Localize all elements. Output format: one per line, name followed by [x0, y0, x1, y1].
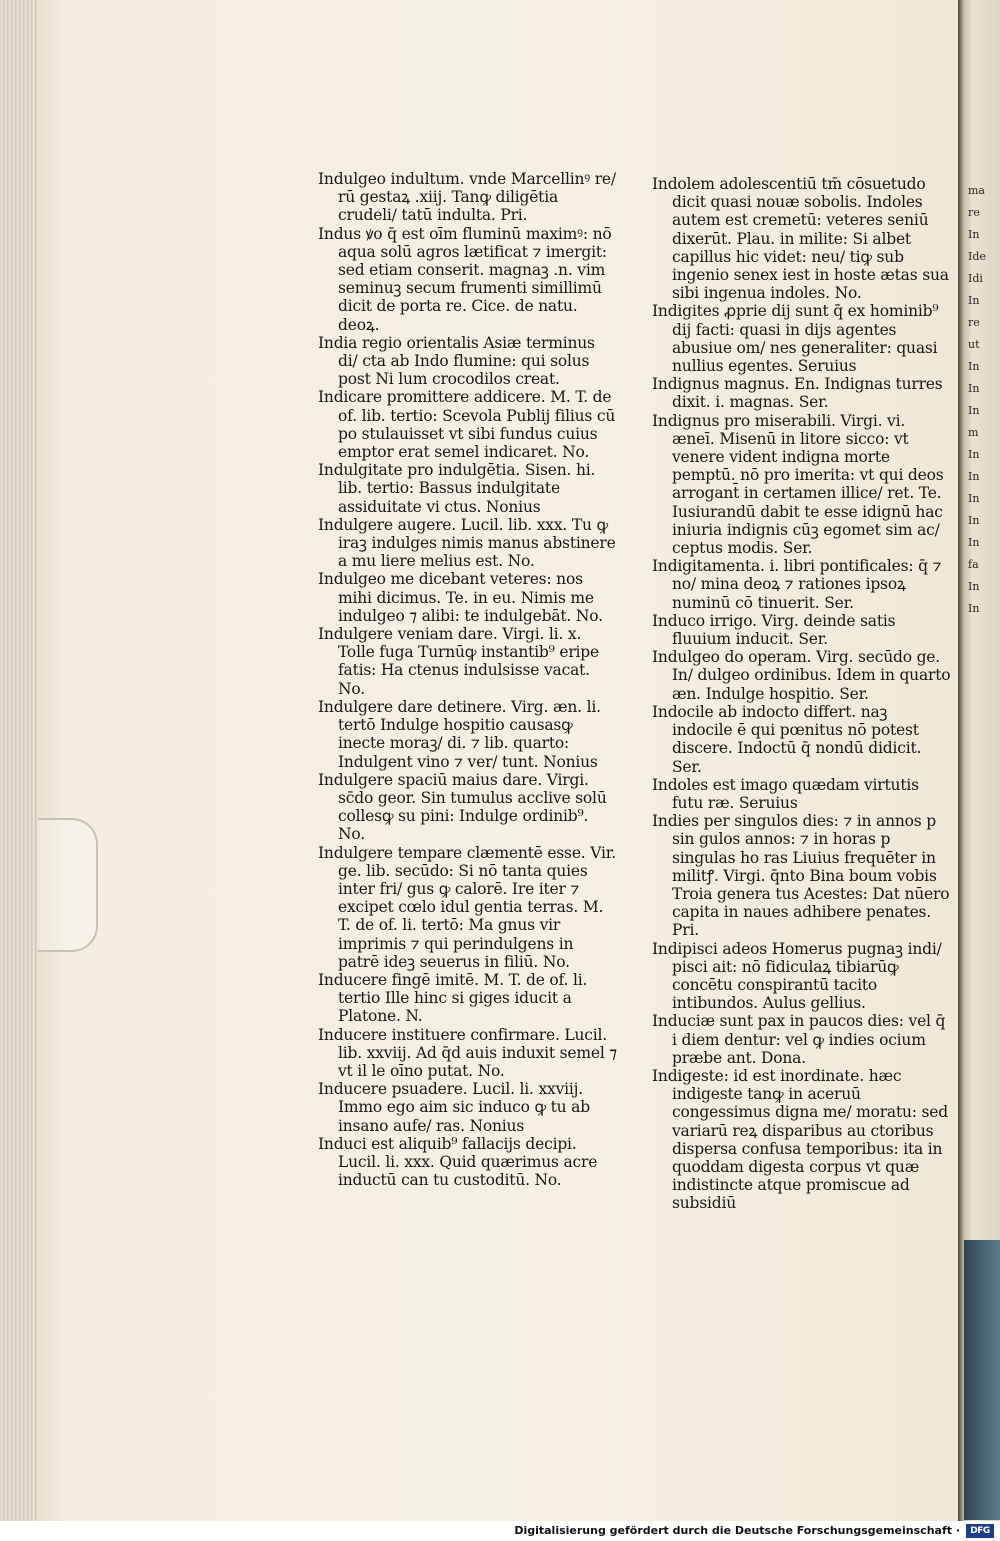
dictionary-entry: Indies per singulos dies: ⁊ in annos p sin gulos annos: ⁊ in horas p singulas ho ras Liuius frequēter in militꝭ. Virgi. q̄nto Bina boum vobis Troia genera tus Acestes: Dat nūero capita in naues adhibere penates. Pri.	[652, 812, 950, 940]
left-text-column	[318, 170, 618, 1189]
dictionary-entry: Indulgere dare detinere. Virg. æn. li. tertō Indulge hospitio causasꝙ inecte moraꝫ/ di. ⁊ lib. quarto: Indulgent vino ⁊ ver/ tunt. Nonius	[318, 697, 601, 771]
spine-strip	[964, 1240, 1000, 1520]
dictionary-entry: Indulgere spaciū maius dare. Virgi. sc̄do geor. Sin tumulus acclive solū collesꝙ su pini: Indulge ordinib⁹. No.	[318, 770, 607, 844]
dictionary-entry: Indignus pro miserabili. Virgi. vi. æneī. Misenū in litore sicco: vt venere vident indigna morte pemptū. nō pro imerita: vt qui deos arrogant̄ in certamen illice/ ret. Te. Iusiurandū dabit te esse idignū hac iniuria indignis cūꝫ egomet sim ac/ ceptus modis. Ser.	[652, 411, 944, 558]
dfg-logo: DFG	[966, 1524, 994, 1538]
dictionary-entry: Indulgeo do operam. Virg. secūdo ge. In/ dulgeo ordinibus. Idem in quarto æn. Indulge hospitio. Ser.	[652, 648, 951, 703]
dictionary-entry: Indignus magnus. En. Indignas turres dixit. i. magnas. Ser.	[652, 375, 943, 412]
dictionary-entry: Indicare promittere addicere. M. T. de of. lib. tertio: Scevola Publij filius cū po stulauisset vt sibi fundus cuius emptor erat semel indicaret. No.	[318, 388, 616, 462]
dictionary-entry: Indigitamenta. i. libri pontificales: q̄ ⁊ no/ mina deoꝝ ⁊ rationes ipsoꝝ numinū cō tinuerit. Ser.	[652, 557, 942, 612]
book-fore-edge	[0, 0, 38, 1521]
dictionary-entry: Indulgeo me dicebant veteres: nos mihi dicimus. Te. in eu. Nimis me indulgeo ⁊ alibi: te indulgebāt. No.	[318, 570, 603, 625]
page-clip	[38, 818, 98, 952]
funding-credit: Digitalisierung gefördert durch die Deutsche Forschungsgemeinschaft ·	[514, 1524, 960, 1537]
dictionary-entry: Indolem adolescentiū tm̄ cōsuetudo dicit quasi nouæ sobolis. Indoles autem est cremetū: veteres seniū dixerūt. Plau. in milite: Si albet capillus hic videt: neu/ tiꝙ sub ingenio senex iest in hoste ætas sua sibi ingenua indoles. No.	[652, 175, 949, 303]
dictionary-entry: Indipisci adeos Homerus pugnaꝫ indi/ pisci ait: nō fidiculaꝝ tibiarūꝙ concētu conspirantū tacito intibundos. Aulus gellius.	[652, 939, 942, 1013]
dictionary-entry: Indulgere augere. Lucil. lib. xxx. Tu ꝙ iraꝫ indulges nimis manus abstinere a mu liere melius est. No.	[318, 515, 616, 571]
dictionary-entry: Indigeste: id est inordinate. hæc indigeste tanꝙ in aceruū congessimus digna me/ moratu: sed variarū reꝝ disparibus au ctoribus dispersa confusa temporibus: ita in quoddam digesta corpus vt quæ indistincte atque promiscue ad subsidiū	[652, 1066, 948, 1213]
dictionary-entry: Indulgitate pro indulgētia. Sisen. hi. lib. tertio: Bassus indulgitate assiduitate vi ctus. Nonius	[318, 461, 596, 516]
footer-bar	[0, 1521, 1000, 1541]
dictionary-entry: Indulgere veniam dare. Virgi. li. x. Tolle fuga Turnūꝙ instantib⁹ eripe fatis: Ha ctenus indulsisse vacat. No.	[318, 625, 599, 698]
dictionary-entry: Inducere fingē imitē. M. T. de of. li. tertio Ille hinc si giges iducit a Platone. N.	[318, 970, 588, 1026]
dictionary-entry: Indigites ꝓprie dij sunt q̄ ex hominib⁹ dij facti: quasi in dijs agentes abusiue om/ nes generaliter: quasi nullius egentes. Seruius	[652, 302, 939, 376]
dictionary-entry: Indoles est imago quædam virtutis futu ræ. Seruius	[652, 775, 919, 812]
right-text-column	[652, 175, 952, 1213]
dictionary-entry: Inducere psuadere. Lucil. li. xxviij. Immo ego aim sic induco ꝙ tu ab insano aufe/ ras. Nonius	[318, 1080, 590, 1135]
dictionary-entry: Indulgere tempare clæmentē esse. Vir. ge. lib. secūdo: Si nō tanta quies inter fri/ gus ꝙ calorē. Ire iter ⁊ excipet cœlo idul gentia terras. M. T. de of. li. tertō: Ma gnus vir imprimis ⁊ qui perindulgens in patrē ideꝫ seuerus in filiū. No.	[318, 843, 616, 971]
dictionary-entry: India regio orientalis Asiæ terminus di/ cta ab Indo flumine: qui solus post Ni lum crocodilos creat.	[318, 333, 595, 389]
dictionary-entry: Inducere instituere confirmare. Lucil. lib. xxviij. Ad q̄d auis induxit semel ⁊ vt il le oīno putat. No.	[318, 1025, 617, 1080]
dictionary-entry: Indus ꝟo q̄ est oīm fluminū maximꝰ: nō aqua solū agros lætificat ⁊ imergit: sed etiam conserit. magnaꝫ .n. vim seminuꝫ secum frumenti simillimū dicit de porta re. Cice. de natu. deoꝝ.	[318, 224, 612, 334]
facing-page-text: ma re In Ide Idi In re ut In In In m In In In In In fa In In	[968, 184, 986, 615]
dictionary-entry: Indulgeo indultum. vnde Marcellinꝰ re/ rū gestaꝝ .xiij. Tanꝙ diligētia crudeli/ tatū indulta. Pri.	[318, 170, 616, 225]
dictionary-entry: Indocile ab indocto differt. naꝫ indocile ē qui pœnitus nō potest discere. Indoctū q̄ nondū didicit. Ser.	[652, 702, 922, 776]
dictionary-entry: Induco irrigo. Virg. deinde satis fluuium inducit. Ser.	[652, 611, 896, 649]
book-page	[38, 0, 958, 1521]
dictionary-entry: Induci est aliquib⁹ fallacijs decipi. Lucil. li. xxx. Quid quærimus acre inductū can tu custoditū. No.	[318, 1134, 598, 1190]
dictionary-entry: Induciæ sunt pax in paucos dies: vel q̄ i diem dentur: vel ꝙ indies ocium præbe ant. Dona.	[652, 1012, 946, 1067]
